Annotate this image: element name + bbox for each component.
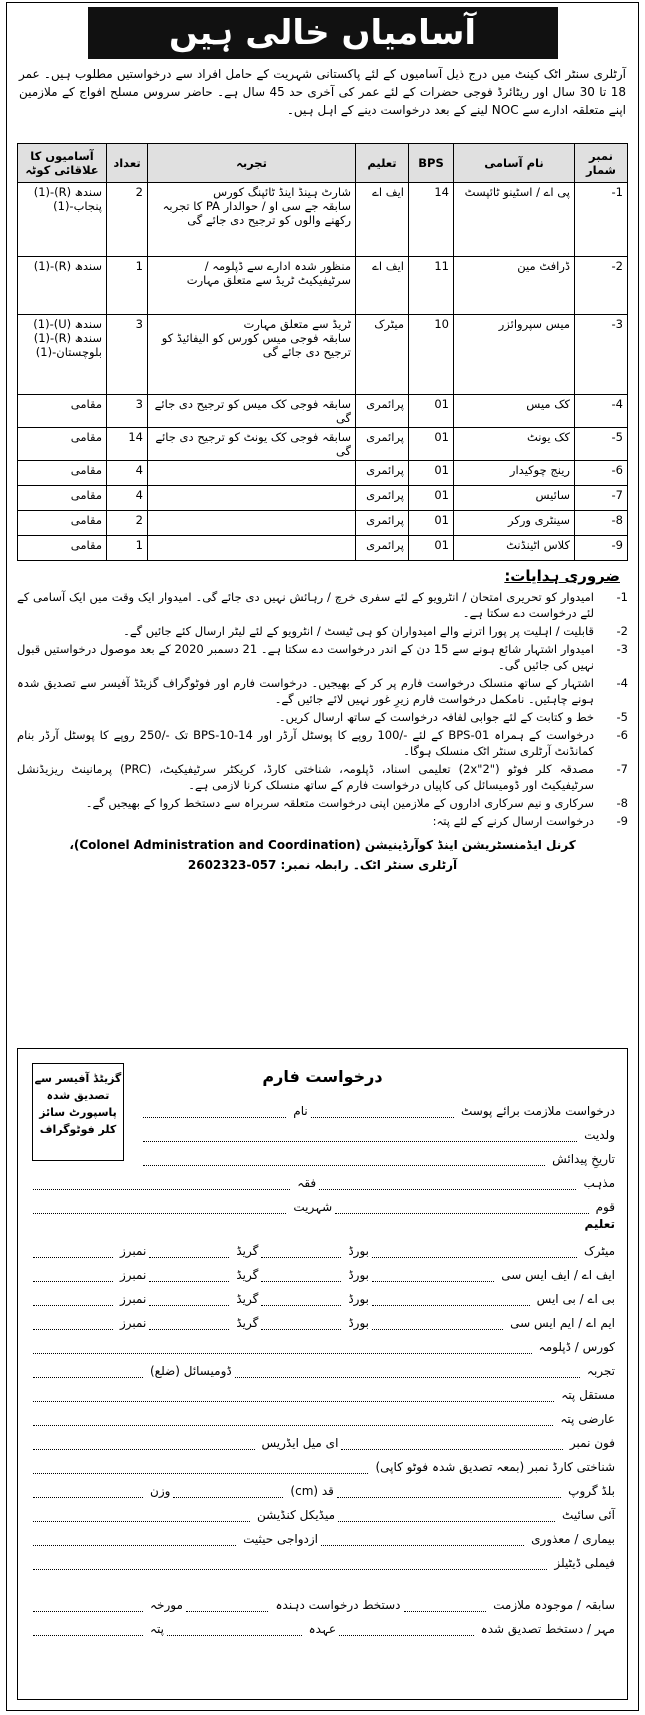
list-item [17, 675, 628, 707]
item-text: اشتہار کے ساتھ منسلک درخواست فارم پر کر کے بھیجیں۔ درخواست فارم اور فوٹوگراف گزیٹڈ آفیسر سے تصدیق شدہ ہونے چاہئیں۔ نامکمل درخواست فارم زیرِ غور نہیں لائے جائیں گے۔ [17, 676, 594, 706]
form-row-temp-address [30, 1402, 615, 1426]
header-education: تعلیم [356, 144, 409, 183]
table-row [18, 183, 628, 257]
list-item [17, 589, 628, 621]
board-field[interactable] [261, 1315, 341, 1330]
cnic-field[interactable] [33, 1459, 368, 1474]
item-text: امیدوار اشتہار شائع ہونے سے 15 دن کے اندر درخواست دے سکتا ہے۔ 21 دسمبر 2020 کے بعد موصول درخواستیں قبول نہیں کی جائیں گی۔ [17, 642, 594, 672]
item-number: 2- [616, 624, 628, 638]
grade-label: گریڈ [236, 1244, 259, 1258]
temp-address-field[interactable] [33, 1411, 553, 1426]
cell-experience [148, 536, 356, 561]
address-field[interactable] [33, 1621, 143, 1636]
post-field[interactable] [311, 1103, 454, 1118]
item-number: 3- [616, 642, 628, 656]
board-label: بورڈ [348, 1292, 369, 1306]
stamp-label: مہر / دستخط تصدیق شدہ [480, 1622, 615, 1636]
cell-education: پرائمری [356, 461, 409, 486]
list-item [17, 727, 628, 759]
edu-row [30, 1258, 615, 1282]
grade-label: گریڈ [236, 1292, 259, 1306]
cell-post: کک یونٹ [454, 428, 575, 461]
edu-row [30, 1282, 615, 1306]
disability-field[interactable] [321, 1531, 524, 1546]
marks-field[interactable] [33, 1267, 113, 1282]
caste-label: قوم [595, 1200, 615, 1214]
cell-bps: 01 [409, 428, 454, 461]
form-row-religion [30, 1166, 615, 1190]
intro-paragraph: آرٹلری سنٹر اٹک کینٹ میں درج ذیل آسامیوں کے لئے پاکستانی شہریت کے حامل افراد سے درخواستیں مطلوب ہیں۔ عمر 18 تا 30 سال اور ریٹائرڈ فوجی حضرات کے لئے عمر کی آخری حد 45 سال ہے۔ حاضر سروس مسلح افواج کے ملازمین اپنے متعلقہ ادارے سے NOC لینے کے بعد درخواست دینے کے اہل ہیں۔ [19, 67, 626, 117]
dob-field[interactable] [143, 1151, 545, 1166]
domicile-label: ڈومیسائل (ضلع) [150, 1364, 232, 1378]
form-row-eyesight [30, 1498, 615, 1522]
cell-serial: 3- [575, 315, 628, 395]
cell-bps: 01 [409, 461, 454, 486]
perm-address-field[interactable] [33, 1387, 554, 1402]
education-heading: تعلیم [584, 1217, 615, 1231]
religion-label: مذہب [583, 1176, 615, 1190]
course-field[interactable] [33, 1339, 532, 1354]
cell-education: پرائمری [356, 511, 409, 536]
board-label: بورڈ [348, 1316, 369, 1330]
form-row-post [140, 1094, 615, 1118]
cell-quota: سندھ (R)-(1) پنجاب-(1) [18, 183, 107, 257]
cell-quantity: 1 [107, 257, 148, 315]
cell-serial: 2- [575, 257, 628, 315]
item-number: 7- [616, 762, 628, 776]
cell-quota: مقامی [18, 536, 107, 561]
form-row-signature [30, 1588, 615, 1612]
disability-label: بیماری / معذوری [531, 1532, 615, 1546]
table-row [18, 428, 628, 461]
edu-level: ایف اے / ایف ایس سی [501, 1268, 615, 1282]
family-label: فیملی ڈیٹیلز [554, 1556, 615, 1570]
edu-level: ایم اے / ایم ایس سی [510, 1316, 615, 1330]
grade-label: گریڈ [236, 1316, 259, 1330]
marks-field[interactable] [33, 1315, 113, 1330]
marital-field[interactable] [33, 1531, 236, 1546]
height-field[interactable] [173, 1483, 283, 1498]
table-row [18, 315, 628, 395]
item-text: مصدقہ کلر فوٹو ("2x"2) تعلیمی اسناد، ڈپلومہ، شناختی کارڈ، کریکٹر سرٹیفیکیٹ، (PRC) پرمانینٹ ریزیڈنشل سرٹیفیکیٹ اور ڈومیسائل کی کاپیاں درخواست فارم کے ساتھ منسلک کرنا لازمی ہے۔ [17, 762, 594, 792]
edu-field[interactable] [372, 1267, 494, 1282]
experience-field[interactable] [235, 1363, 580, 1378]
item-text: درخواست کے ہمراہ BPS-01 کے لئے -/100 روپے کا پوسٹل آرڈر اور BPS-10-14 تک -/250 روپے کا پوسٹل آرڈر بنام کمانڈنٹ آرٹلری سنٹر اٹک منسلک ہوگا۔ [17, 728, 594, 758]
designation-field[interactable] [167, 1621, 302, 1636]
cell-serial: 5- [575, 428, 628, 461]
item-number: 8- [616, 796, 628, 810]
edu-level: میٹرک [583, 1244, 615, 1258]
medical-field[interactable] [33, 1507, 250, 1522]
item-text: قابلیت / اہلیت پر پورا اترنے والے امیدواران کو ہی ٹیسٹ / انٹرویو کے لئے لیٹر ارسال کئے جائیں گے۔ [123, 624, 594, 638]
cell-experience: سابقہ فوجی کک یونٹ کو ترجیح دی جائے گی [148, 428, 356, 461]
cell-quota: مقامی [18, 511, 107, 536]
grade-label: گریڈ [236, 1268, 259, 1282]
header-post: نام آسامی [454, 144, 575, 183]
cell-serial: 8- [575, 511, 628, 536]
board-field[interactable] [261, 1291, 341, 1306]
form-row-experience [30, 1354, 615, 1378]
cell-bps: 01 [409, 511, 454, 536]
cell-post: کلاس اٹینڈنٹ [454, 536, 575, 561]
cell-experience: ٹریڈ سے متعلق مہارت سابقہ فوجی میس کورس کو الیفائیڈ کو ترجیح دی جائے گی [148, 315, 356, 395]
cell-education: ایف اے [356, 257, 409, 315]
course-label: کورس / ڈپلومہ [538, 1340, 615, 1354]
form-row-disability [30, 1522, 615, 1546]
cell-quota: مقامی [18, 486, 107, 511]
cell-post: سائیس [454, 486, 575, 511]
marital-label: ازدواجی حیثیت [243, 1532, 318, 1546]
date-label: مورخہ [150, 1598, 183, 1612]
sect-label: فقہ [297, 1176, 317, 1190]
table-row [18, 511, 628, 536]
cell-bps: 01 [409, 536, 454, 561]
header-quantity: تعداد [107, 144, 148, 183]
perm-address-label: مستقل پتہ [561, 1388, 615, 1402]
marks-label: نمبرز [120, 1244, 147, 1258]
stamp-field[interactable] [339, 1621, 474, 1636]
cell-education: میٹرک [356, 315, 409, 395]
header-bps: BPS [409, 144, 454, 183]
cell-post: کک میس [454, 395, 575, 428]
name-label: نام [293, 1104, 308, 1118]
cell-bps: 14 [409, 183, 454, 257]
form-row-cnic [30, 1450, 615, 1474]
cell-education: ایف اے [356, 183, 409, 257]
item-number: 9- [616, 814, 628, 828]
form-row-father [140, 1118, 615, 1142]
advertisement-page [6, 2, 639, 1711]
item-text: درخواست ارسال کرنے کے لئے پتہ: [432, 814, 594, 828]
table-row [18, 461, 628, 486]
designation-label: عہدہ [308, 1622, 337, 1636]
edu-row [30, 1234, 615, 1258]
cell-bps: 01 [409, 486, 454, 511]
dob-label: تاریخِ پیدائش [552, 1152, 615, 1166]
cell-experience: شارٹ ہینڈ اینڈ ٹائپنگ کورس سابقہ جے سی او / حوالدار PA کا تجربہ رکھنے والوں کو ترجیح دی جائے گی [148, 183, 356, 257]
board-field[interactable] [261, 1267, 341, 1282]
caste-field[interactable] [335, 1199, 588, 1214]
cell-education: پرائمری [356, 428, 409, 461]
form-row-blood [30, 1474, 615, 1498]
header-serial: نمبر شمار [575, 144, 628, 183]
cell-education: پرائمری [356, 395, 409, 428]
header-experience: تجربہ [148, 144, 356, 183]
item-number: 6- [616, 728, 628, 742]
table-row [18, 536, 628, 561]
cell-education: پرائمری [356, 486, 409, 511]
form-row-phone [30, 1426, 615, 1450]
medical-label: میڈیکل کنڈیشن [257, 1508, 336, 1522]
grade-field[interactable] [149, 1243, 229, 1258]
form-title: درخواست فارم [262, 1067, 383, 1086]
cell-quantity: 4 [107, 486, 148, 511]
board-label: بورڈ [348, 1244, 369, 1258]
signature-field[interactable] [186, 1597, 269, 1612]
phone-label: فون نمبر [569, 1436, 615, 1450]
form-row-family [30, 1546, 615, 1570]
cell-experience: سابقہ فوجی کک میس کو ترجیح دی جائے گی [148, 395, 356, 428]
table-row [18, 257, 628, 315]
table-row [18, 395, 628, 428]
phone-field[interactable] [341, 1435, 563, 1450]
instructions-title: ضروری ہدایات: [504, 567, 620, 585]
cell-serial: 1- [575, 183, 628, 257]
cnic-label: شناختی کارڈ نمبر (بمعہ تصدیق شدہ فوٹو کاپی) [375, 1460, 615, 1474]
form-row-perm-address [30, 1378, 615, 1402]
cell-post: میس سپروائزر [454, 315, 575, 395]
weight-label: وزن [150, 1484, 171, 1498]
cell-experience: منظور شدہ ادارے سے ڈپلومہ / سرٹیفیکیٹ ٹریڈ سے متعلق مہارت [148, 257, 356, 315]
cell-experience [148, 486, 356, 511]
cell-quota: مقامی [18, 428, 107, 461]
address-label: پتہ [149, 1622, 164, 1636]
email-field[interactable] [33, 1435, 255, 1450]
list-item [17, 623, 628, 639]
cell-post: رینج چوکیدار [454, 461, 575, 486]
application-form [17, 1048, 628, 1700]
family-field[interactable] [33, 1555, 547, 1570]
contact-office: کرنل ایڈمنسٹریشن اینڈ کوآرڈینیشن (Colonel Administration and Coordination)، [69, 838, 576, 852]
cell-quantity: 3 [107, 315, 148, 395]
grade-field[interactable] [149, 1267, 229, 1282]
cell-experience [148, 461, 356, 486]
edu-field[interactable] [372, 1243, 577, 1258]
religion-field[interactable] [319, 1175, 576, 1190]
cell-quota: مقامی [18, 395, 107, 428]
item-number: 4- [616, 676, 628, 690]
board-label: بورڈ [348, 1268, 369, 1282]
grade-field[interactable] [149, 1291, 229, 1306]
marks-field[interactable] [33, 1291, 113, 1306]
cell-experience [148, 511, 356, 536]
signature-label: دستخط درخواست دہندہ [275, 1598, 401, 1612]
weight-field[interactable] [33, 1483, 143, 1498]
cell-post: سینٹری ورکر [454, 511, 575, 536]
form-row-course [30, 1330, 615, 1354]
form-row-caste [30, 1190, 615, 1214]
cell-quota: سندھ (U)-(1) سندھ (R)-(1) بلوچستان-(1) [18, 315, 107, 395]
contact-phone: آرٹلری سنٹر اٹک۔ رابطہ نمبر: 057-2602323 [187, 858, 458, 872]
cell-quota: مقامی [18, 461, 107, 486]
prev-job-label: سابقہ / موجودہ ملازمت [493, 1598, 615, 1612]
post-label: درخواست ملازمت برائے پوسٹ [460, 1104, 615, 1118]
experience-label: تجربہ [586, 1364, 615, 1378]
board-field[interactable] [261, 1243, 341, 1258]
cell-post: پی اے / اسٹینو ٹائپسٹ [454, 183, 575, 257]
item-text: سرکاری و نیم سرکاری اداروں کے ملازمین اپنی درخواست متعلقہ سربراہ سے دستخط کروا کے بھیجیں گے۔ [85, 796, 594, 810]
cell-post: ڈرافٹ مین [454, 257, 575, 315]
sect-field[interactable] [33, 1175, 290, 1190]
grade-field[interactable] [149, 1315, 229, 1330]
blood-label: بلڈ گروپ [568, 1484, 615, 1498]
form-row-dob [140, 1142, 615, 1166]
table-header-row [18, 144, 628, 183]
domicile-field[interactable] [33, 1363, 143, 1378]
cell-quantity: 2 [107, 183, 148, 257]
cell-quota: سندھ (R)-(1) [18, 257, 107, 315]
name-field[interactable] [143, 1103, 286, 1118]
cell-serial: 7- [575, 486, 628, 511]
table-row [18, 486, 628, 511]
prev-job-field[interactable] [404, 1597, 487, 1612]
marks-label: نمبرز [120, 1292, 147, 1306]
contact-block [17, 835, 628, 875]
cell-quantity: 3 [107, 395, 148, 428]
father-field[interactable] [143, 1127, 577, 1142]
item-text: خط و کتابت کے لئے جوابی لفافہ درخواست کے ساتھ ارسال کریں۔ [278, 710, 594, 724]
blood-field[interactable] [337, 1483, 561, 1498]
cell-serial: 6- [575, 461, 628, 486]
list-item [17, 795, 628, 811]
email-label: ای میل ایڈریس [261, 1436, 339, 1450]
cell-bps: 10 [409, 315, 454, 395]
edu-row [30, 1306, 615, 1330]
cell-bps: 01 [409, 395, 454, 428]
form-row-stamp [30, 1612, 615, 1636]
nationality-field[interactable] [33, 1199, 286, 1214]
edu-level: بی اے / بی ایس [536, 1292, 615, 1306]
cell-bps: 11 [409, 257, 454, 315]
eyesight-field[interactable] [338, 1507, 555, 1522]
nationality-label: شہریت [293, 1200, 333, 1214]
cell-serial: 9- [575, 536, 628, 561]
cell-quantity: 4 [107, 461, 148, 486]
edu-field[interactable] [372, 1315, 503, 1330]
cell-quantity: 1 [107, 536, 148, 561]
banner-title: آسامیاں خالی ہیں [88, 7, 558, 59]
marks-field[interactable] [33, 1243, 113, 1258]
eyesight-label: آئی سائیٹ [562, 1508, 615, 1522]
cell-education: پرائمری [356, 536, 409, 561]
list-item [17, 709, 628, 725]
marks-label: نمبرز [120, 1316, 147, 1330]
height-label: قد (cm) [290, 1484, 334, 1498]
vacancies-table [17, 143, 628, 561]
item-text: امیدوار کو تحریری امتحان / انٹرویو کے لئے سفری خرچ / رہائش نہیں دی جائے گی۔ امیدوار ایک وقت میں ایک آسامی کے لئے درخواست دے سکتا ہے۔ [17, 590, 594, 620]
list-item [17, 761, 628, 793]
item-number: 1- [616, 590, 628, 604]
instructions-list [17, 589, 628, 829]
photo-box: گزیٹڈ آفیسر سے تصدیق شدہ پاسپورٹ سائز کلر فوٹوگراف [32, 1063, 124, 1161]
temp-address-label: عارضی پتہ [560, 1412, 615, 1426]
date-field[interactable] [33, 1597, 143, 1612]
marks-label: نمبرز [120, 1268, 147, 1282]
item-number: 5- [616, 710, 628, 724]
father-label: ولدیت [584, 1128, 615, 1142]
edu-field[interactable] [372, 1291, 530, 1306]
cell-quantity: 2 [107, 511, 148, 536]
list-item [17, 641, 628, 673]
cell-quantity: 14 [107, 428, 148, 461]
list-item [17, 813, 628, 829]
header-quota: آسامیوں کا علاقائی کوٹہ [18, 144, 107, 183]
cell-serial: 4- [575, 395, 628, 428]
